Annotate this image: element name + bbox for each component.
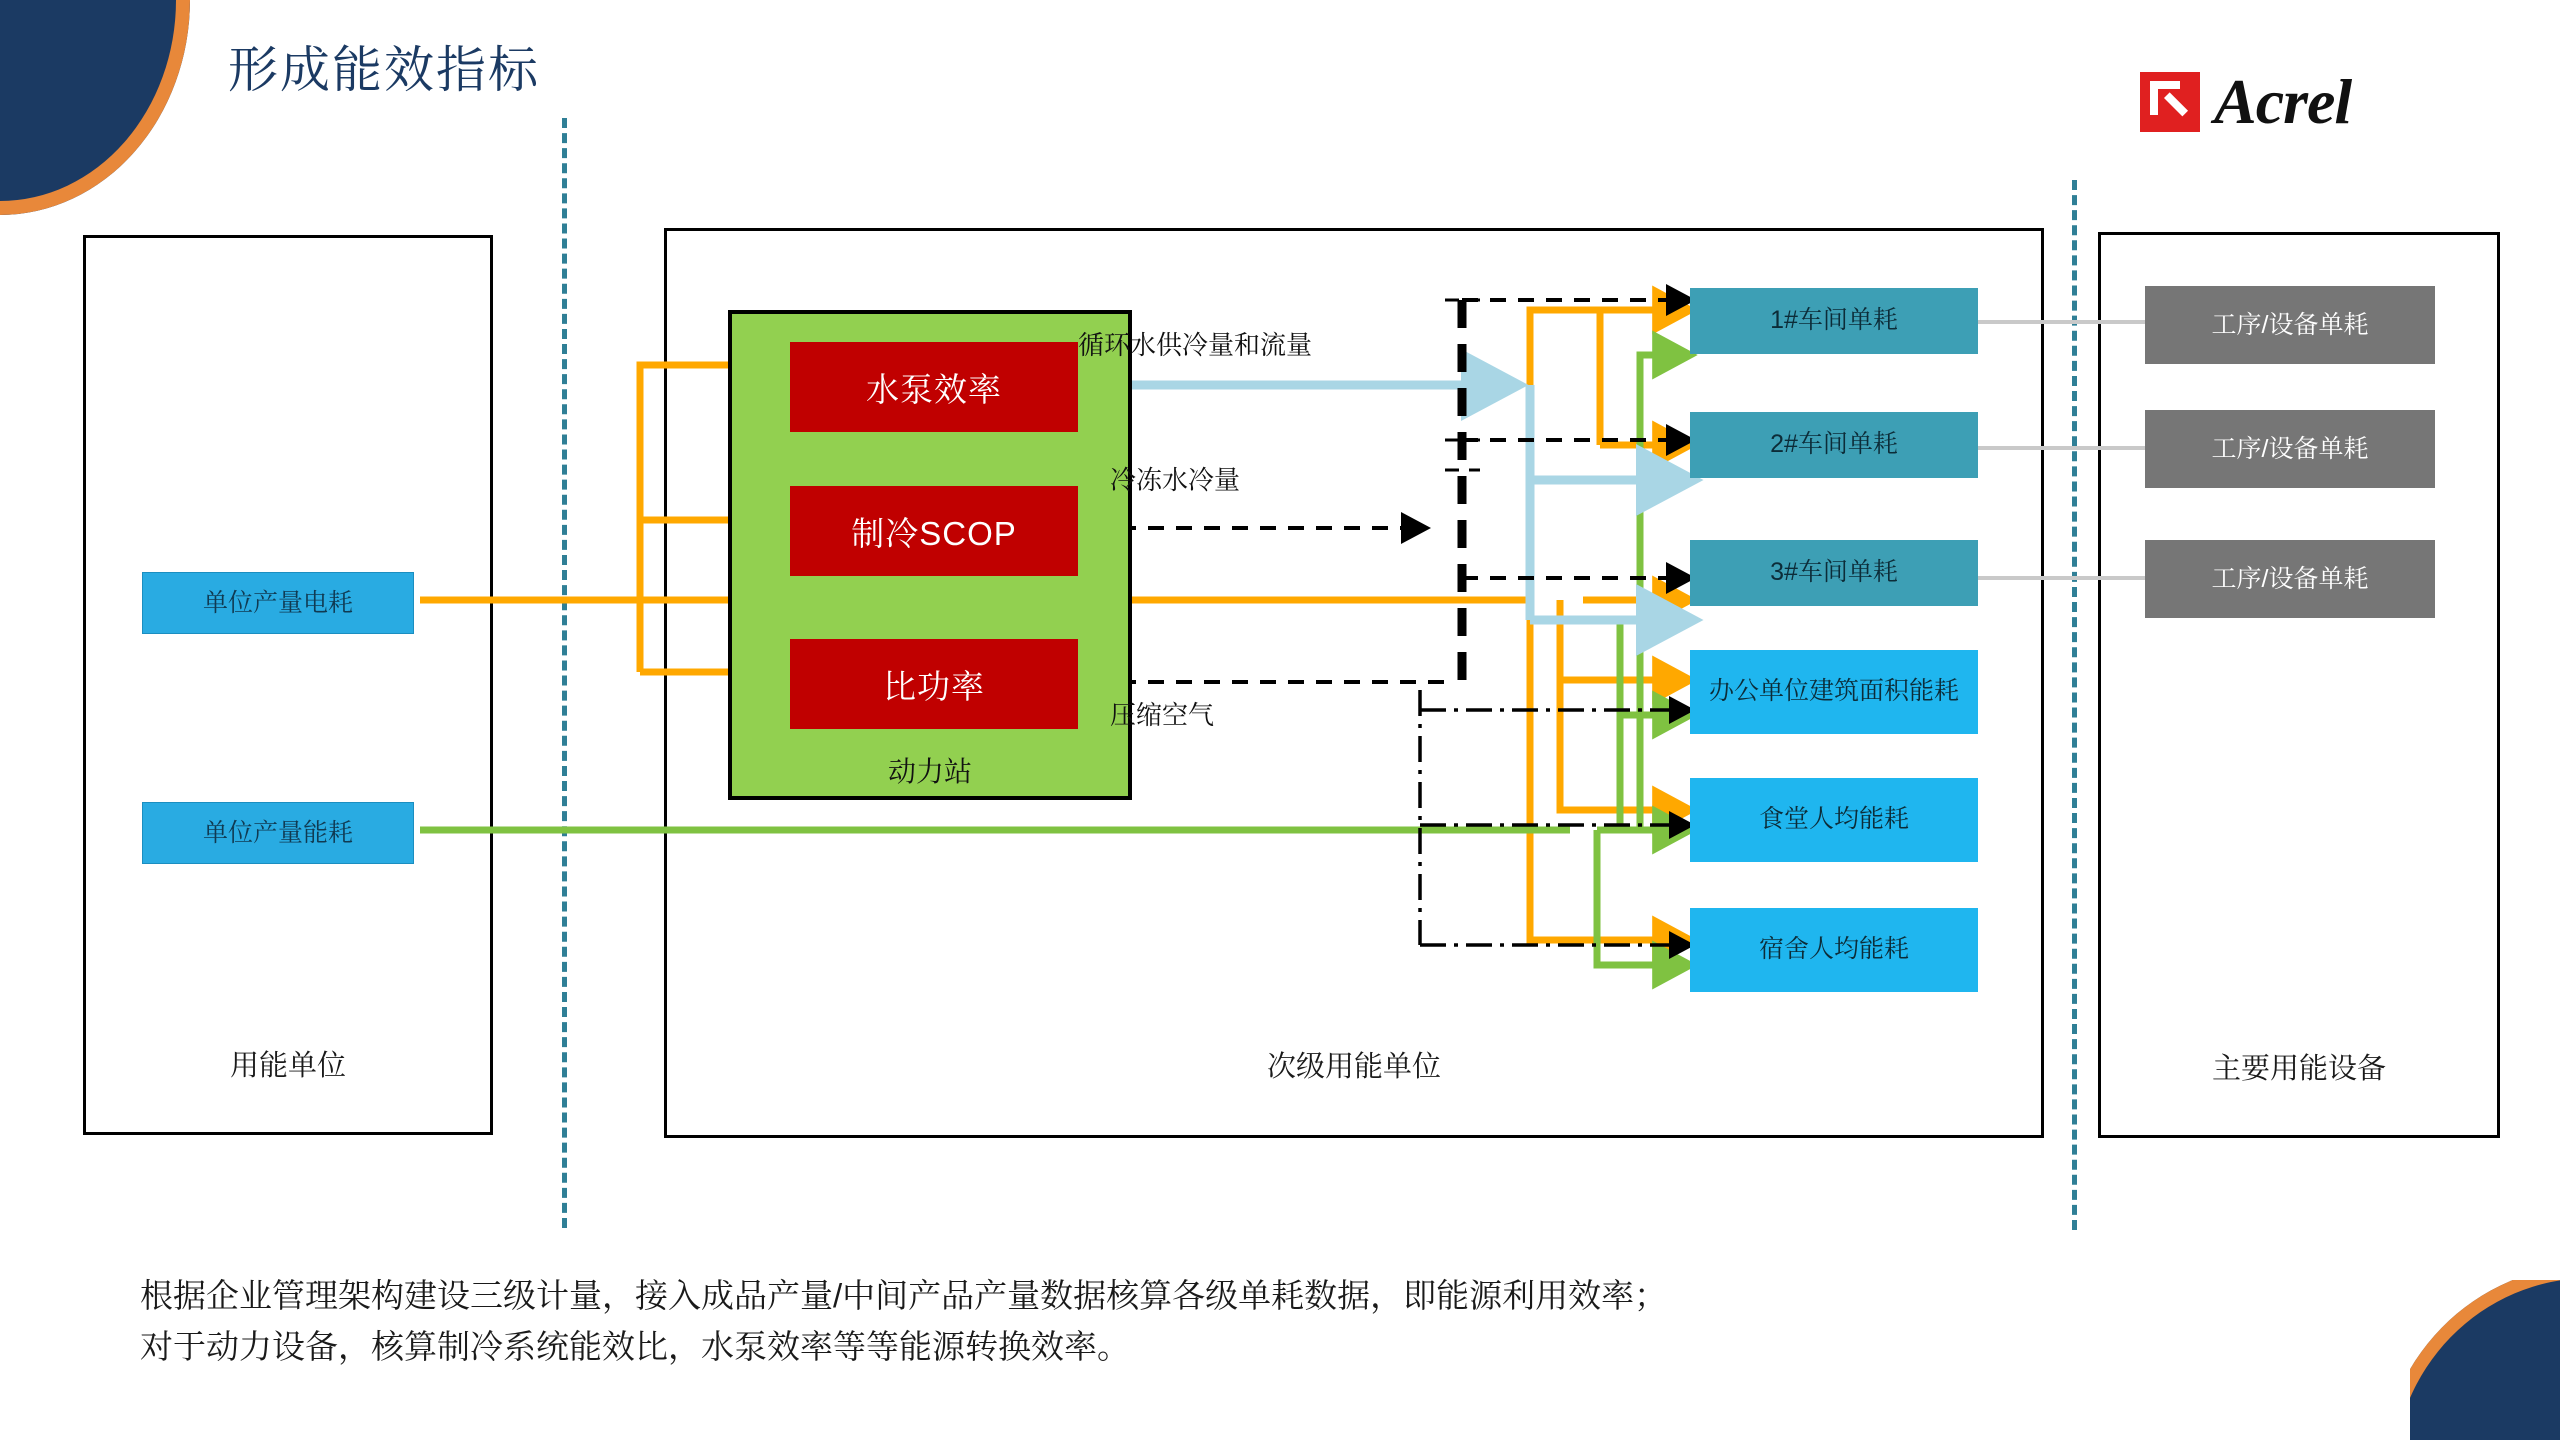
target-office-area-energy-label: 办公单位建筑面积能耗 <box>1708 677 1959 706</box>
indicator-cooling-scop-label: 制冷SCOP <box>851 514 1017 552</box>
source-box-unit-energy[interactable] <box>142 802 414 864</box>
equipment-box-1[interactable] <box>2145 286 2435 364</box>
separator-left <box>562 118 567 1228</box>
source-box-unit-power-label: 单位产量电耗 <box>202 589 353 617</box>
acrel-logo-icon <box>2140 72 2200 132</box>
target-office-area-energy[interactable] <box>1690 650 1978 734</box>
equipment-box-1-label: 工序/设备单耗 <box>2211 311 2369 339</box>
panel-energy-unit <box>83 235 493 1135</box>
slide-caption-line-1: 根据企业管理架构建设三级计量，接入成品产量/中间产品产量数据核算各级单耗数据，即能源利用效率； <box>140 1277 1668 1314</box>
indicator-pump-efficiency[interactable] <box>790 342 1078 432</box>
target-dorm-per-capita[interactable] <box>1690 908 1978 992</box>
panel-main-equipment <box>2098 232 2500 1138</box>
panel-energy-unit-label: 用能单位 <box>229 1050 346 1082</box>
target-workshop-3[interactable] <box>1690 540 1978 606</box>
indicator-pump-efficiency-label: 水泵效率 <box>866 370 1002 408</box>
target-dorm-per-capita-label: 宿舍人均能耗 <box>1758 935 1909 964</box>
panel-sub-energy-unit-label: 次级用能单位 <box>1266 1051 1441 1083</box>
equipment-box-2-label: 工序/设备单耗 <box>2211 435 2369 463</box>
target-workshop-1[interactable] <box>1690 288 1978 354</box>
source-box-unit-energy-label: 单位产量能耗 <box>202 819 353 847</box>
target-canteen-per-capita-label: 食堂人均能耗 <box>1758 805 1909 834</box>
target-workshop-3-label: 3#车间单耗 <box>1770 558 1898 587</box>
power-station-group <box>728 310 1132 800</box>
page-title: 形成能效指标 <box>228 42 540 98</box>
equipment-box-2[interactable] <box>2145 410 2435 488</box>
equipment-box-3[interactable] <box>2145 540 2435 618</box>
indicator-specific-power[interactable] <box>790 639 1078 729</box>
flow-label-chilled-water: 冷冻水冷量 <box>1110 465 1241 495</box>
indicator-specific-power-label: 比功率 <box>883 667 985 705</box>
slide-caption-line-2: 对于动力设备，核算制冷系统能效比，水泵效率等等能源转换效率。 <box>140 1328 1130 1366</box>
slide-caption <box>140 1270 2440 1372</box>
target-workshop-1-label: 1#车间单耗 <box>1770 306 1898 335</box>
target-canteen-per-capita[interactable] <box>1690 778 1978 862</box>
brand-logo <box>2128 58 2500 146</box>
flow-label-compressed-air: 压缩空气 <box>1110 700 1215 730</box>
brand-logo-text: Acrel <box>2214 66 2352 137</box>
target-workshop-2[interactable] <box>1690 412 1978 478</box>
equipment-box-3-label: 工序/设备单耗 <box>2211 565 2369 593</box>
decor-corner-top-left <box>0 0 190 215</box>
decor-corner-top-left-accent <box>0 0 190 215</box>
separator-right <box>2072 180 2077 1230</box>
source-box-unit-power[interactable] <box>142 572 414 634</box>
power-station-label: 动力站 <box>887 756 972 787</box>
indicator-cooling-scop[interactable] <box>790 486 1078 576</box>
flow-label-circulating-water: 循环水供冷量和流量 <box>1078 330 1313 360</box>
target-workshop-2-label: 2#车间单耗 <box>1770 430 1898 459</box>
panel-main-equipment-label: 主要用能设备 <box>2211 1053 2386 1085</box>
